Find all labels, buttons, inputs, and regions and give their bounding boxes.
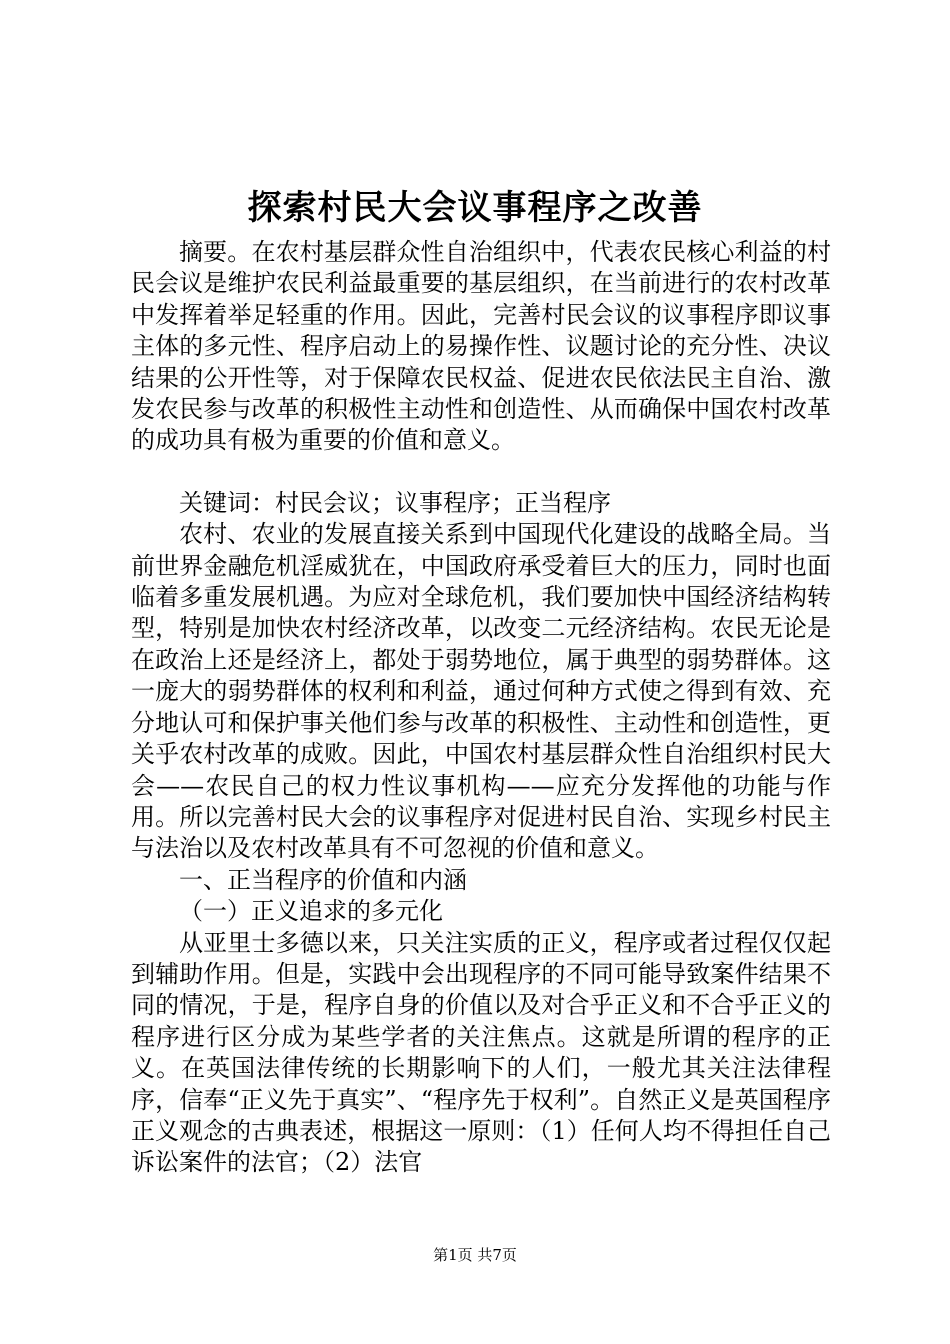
page-footer: 第1页 共7页 — [433, 1246, 517, 1264]
section-heading: 一、正当程序的价值和内涵 — [179, 865, 467, 894]
keywords-paragraph: 关键词：村民会议；议事程序；正当程序 — [179, 488, 611, 517]
body-paragraph: 从亚里士多德以来，只关注实质的正义，程序或者过程仅仅起到辅助作用。但是，实践中会出现程序的不同可能导致案件结果不同的情况，于是，程序自身的价值以及对合乎正义和不合乎正义的程序进行区分成为某些学者的关注焦点。这就是所谓的程序的正义。在英国法律传统的长期影响下的人们，一般尤其关注法律程序，信奉“正义先于真实”、“程序先于权利”。自然正义是英国程序正义观念的古典表述，根据这一原则：（1）任何人均不得担任自己诉讼案件的法官；（2）法官 — [131, 928, 831, 1177]
document-body — [131, 237, 831, 1179]
intro-paragraph: 农村、农业的发展直接关系到中国现代化建设的战略全局。当前世界金融危机淫威犹在，中国政府承受着巨大的压力，同时也面临着多重发展机遇。为应对全球危机，我们要加快中国经济结构转型，特别是加快农村经济改革，以改变二元经济结构。农民无论是在政治上还是经济上，都处于弱势地位，属于典型的弱势群体。这一庞大的弱势群体的权利和利益，通过何种方式使之得到有效、充分地认可和保护事关他们参与改革的积极性、主动性和创造性，更关乎农村改革的成败。因此，中国农村基层群众性自治组织村民大会——农民自己的权力性议事机构——应充分发挥他的功能与作用。所以完善村民大会的议事程序对促进村民自治、实现乡村民主与法治以及农村改革具有不可忽视的价值和意义。 — [131, 520, 831, 863]
paragraph-spacer — [131, 457, 831, 488]
subsection-heading: （一）正义追求的多元化 — [179, 897, 443, 926]
abstract-paragraph: 摘要。在农村基层群众性自治组织中，代表农民核心利益的村民会议是维护农民利益最重要的基层组织，在当前进行的农村改革中发挥着举足轻重的作用。因此，完善村民会议的议事程序即议事主体的多元性、程序启动上的易操作性、议题讨论的充分性、决议结果的公开性等，对于保障农民权益、促进农民依法民主自治、激发农民参与改革的积极性主动性和创造性、从而确保中国农村改革的成功具有极为重要的价值和意义。 — [131, 238, 831, 455]
document-title: 探索村民大会议事程序之改善 — [247, 188, 703, 228]
